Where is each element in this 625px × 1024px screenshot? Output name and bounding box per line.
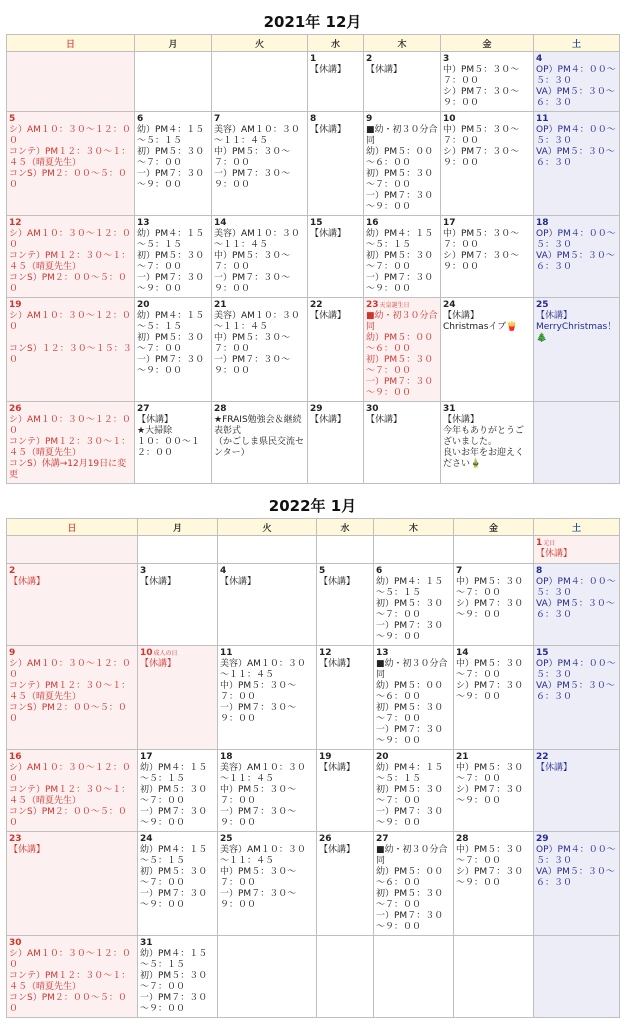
schedule-text: シ）AM１０：３０～１２：００ コンテ）PM１２：３０～１：４５（晴夏先生） コンS）休講→12月19日に変更 [9,415,131,480]
day-number [310,218,361,229]
day-cell [454,536,534,564]
day-cell [534,832,620,936]
day-cell [212,298,308,402]
holiday-label: 成人の日 [153,650,178,657]
schedule-text: 幼）PM４：１５～５：１５ 初）PM５：３０～７：００ 一）PM７：３０～９：００ [140,949,208,1014]
day-cell [7,564,138,646]
schedule-text: 【休講】 [310,229,347,239]
day-number-text: 12 [9,218,22,228]
day-number [9,648,135,659]
day-cell [454,936,534,1018]
day-cell [534,936,620,1018]
day-number [443,54,531,65]
day-cell [441,52,534,112]
day-number [366,218,438,229]
weekday-header: 金 [441,35,534,52]
day-cell [441,112,534,216]
schedule-text: 【休講】 MerryChristmas！🎄 [536,311,617,343]
day-number [443,114,531,125]
schedule-text: 【休講】 ★大掃除 １０：００～１２：００ [137,415,201,458]
day-cell [364,298,441,402]
calendar-week-row [7,564,620,646]
day-cell [534,52,620,112]
holiday-label: 元日 [543,540,556,547]
day-number-text: 17 [140,752,153,762]
schedule-text: 中）PM５：３０～７：００ シ）PM７：３０～９：００ [456,763,524,806]
schedule-text: 【休講】 [310,65,347,75]
day-cell [135,402,212,484]
weekday-header: 金 [454,519,534,536]
weekday-header: 水 [308,35,364,52]
day-number [443,404,531,415]
weekday-header: 火 [212,35,308,52]
schedule-text: OP）PM４：００～５：３０ VA）PM５：３０～６：３０ [536,229,616,272]
day-number [319,834,371,845]
day-number-text: 13 [137,218,150,228]
schedule-text: 【休講】 [220,577,257,587]
day-number-text: 5 [319,566,326,576]
calendar-grid [6,518,620,1018]
schedule-text: OP）PM４：００～５：３０ VA）PM５：３０～６：３０ [536,659,616,702]
weekday-header: 月 [138,519,218,536]
day-cell [218,936,317,1018]
day-number-text: 14 [214,218,227,228]
day-cell [364,402,441,484]
day-cell [317,750,374,832]
day-number [9,114,132,125]
weekday-header: 日 [7,35,135,52]
day-number [376,752,451,763]
day-cell [441,298,534,402]
day-number-text: 4 [220,566,227,576]
day-number-text: 16 [9,752,22,762]
day-number [536,218,617,229]
schedule-text: 中）PM５：３０～７：００ シ）PM７：３０～９：００ [456,577,524,620]
schedule-text: 美容）AM１０：３０～１１：４５ 中）PM５：３０～７：００ 一）PM７：３０～９：００ [220,845,306,910]
day-number [137,404,209,415]
schedule-text: 美容）AM１０：３０～１１：４５ 中）PM５：３０～７：００ 一）PM７：３０～９：００ [214,311,300,376]
schedule-text: ■幼・初３０分合同 幼）PM５：００～６：００ 初）PM５：３０～７：００ 一）PM７：３０～９：００ [376,659,448,746]
day-number-text: 2 [9,566,16,576]
schedule-text: 【休講】 [140,577,177,587]
schedule-text: 【休講】 [536,763,573,773]
day-number [366,300,438,311]
day-number [456,566,531,577]
calendar-december [6,10,619,484]
calendar-title: 2021年 12月 [263,13,362,31]
day-cell [218,832,317,936]
schedule-text: シ）AM１０：３０～１２：００ コンテ）PM１２：３０～１：４５（晴夏先生） コンS）PM２：００～５：００ [9,763,131,828]
day-cell [218,564,317,646]
day-cell [374,536,454,564]
schedule-text: 美容）AM１０：３０～１１：４５ 中）PM５：３０～７：００ 一）PM７：３０～９：００ [220,763,306,828]
calendar-week-row [7,402,620,484]
day-number [536,114,617,125]
day-number-text: 28 [214,404,227,414]
day-cell [308,112,364,216]
day-cell [364,112,441,216]
day-number [536,752,617,763]
day-number-text: 21 [456,752,469,762]
day-number [9,218,132,229]
schedule-text: 幼）PM４：１５～５：１５ 初）PM５：３０～７：００ 一）PM７：３０～９：００ [376,763,444,828]
day-cell [308,52,364,112]
day-number-text: 24 [443,300,456,310]
schedule-text: 中）PM５：３０～７：００ シ）PM７：３０～９：００ [456,845,524,888]
schedule-text: 【休講】 [319,845,356,855]
schedule-text: シ）AM１０：３０～１２：００ コンテ）PM１２：３０～１：４５（晴夏先生） コンS）PM２：００～５：００ [9,125,131,190]
schedule-text: 中）PM５：３０～７：００ シ）PM７：３０～９：００ [443,125,520,168]
day-cell [138,536,218,564]
schedule-text: シ）AM１０：３０～１２：００ コンテ）PM１２：３０～１：４５（晴夏先生） コンS）PM２：００～５：００ [9,949,131,1014]
day-number-text: 31 [140,938,153,948]
day-number [9,938,135,949]
day-number [310,300,361,311]
weekday-header: 木 [364,35,441,52]
calendar-january [6,494,619,1018]
day-cell [317,832,374,936]
day-number [140,752,215,763]
day-cell [138,646,218,750]
day-cell [7,832,138,936]
day-number [366,54,438,65]
day-cell [7,646,138,750]
day-number-text: 3 [443,54,450,64]
day-number [443,300,531,311]
day-number-text: 6 [376,566,383,576]
schedule-text: 【休講】 [140,659,177,669]
day-cell [135,216,212,298]
day-number-text: 20 [137,300,150,310]
schedule-text: 幼）PM４：１５～５：１５ 初）PM５：３０～７：００ 一）PM７：３０～９：００ [366,229,434,294]
day-number [456,648,531,659]
day-cell [138,750,218,832]
day-number-text: 23 [366,300,379,310]
day-number-text: 9 [366,114,373,124]
day-number [456,752,531,763]
day-cell [364,216,441,298]
schedule-text: OP）PM４：００～５：３０ VA）PM５：３０～６：３０ [536,125,616,168]
day-cell [454,564,534,646]
day-number-text: 27 [137,404,150,414]
day-cell [212,216,308,298]
day-cell [454,832,534,936]
schedule-text: 幼）PM４：１５～５：１５ 初）PM５：３０～７：００ 一）PM７：３０～９：００ [137,229,205,294]
day-cell [454,750,534,832]
weekday-header: 木 [374,519,454,536]
calendar-week-row [7,646,620,750]
day-number-text: 30 [9,938,22,948]
day-cell [374,646,454,750]
calendar-week-row [7,298,620,402]
day-number [536,538,617,549]
day-number [310,54,361,65]
schedule-text: 【休講】 [366,65,403,75]
day-number [376,834,451,845]
schedule-text: 【休講】 [310,415,347,425]
day-number-text: 25 [220,834,233,844]
day-number [214,300,305,311]
weekday-header: 土 [534,35,620,52]
day-cell [212,402,308,484]
day-cell [364,52,441,112]
weekday-header: 火 [218,519,317,536]
day-number [536,300,617,311]
calendar-grid [6,34,620,484]
day-number [9,404,132,415]
day-number-text: 23 [9,834,22,844]
calendar-week-row [7,52,620,112]
day-number [456,834,531,845]
day-cell [135,298,212,402]
day-cell [441,216,534,298]
day-number-text: 22 [310,300,323,310]
day-number-text: 27 [376,834,389,844]
day-number [536,834,617,845]
schedule-text: 幼）PM４：１５～５：１５ 初）PM５：３０～７：００ 一）PM７：３０～９：００ [140,763,208,828]
day-cell [534,112,620,216]
schedule-text: 【休講】 [536,549,573,559]
day-cell [7,216,135,298]
day-cell [7,298,135,402]
day-number [310,404,361,415]
schedule-text: 【休講】 [319,577,356,587]
calendar-week-row [7,536,620,564]
schedule-text: 【休講】 [319,659,356,669]
day-number [137,218,209,229]
day-number [9,752,135,763]
schedule-text: ★FRAIS勉強会＆継続表彰式 （かごしま県民交流センター） [214,415,305,458]
day-number-text: 13 [376,648,389,658]
day-number [9,300,132,311]
day-cell [534,216,620,298]
day-number-text: 7 [456,566,463,576]
day-number-text: 26 [319,834,332,844]
day-cell [534,536,620,564]
day-number-text: 16 [366,218,379,228]
schedule-text: ■幼・初３０分合同 幼）PM５：００～６：００ 初）PM５：３０～７：００ 一）PM７：３０～９：００ [376,845,448,932]
day-cell [7,402,135,484]
calendar-title: 2022年 1月 [268,497,357,515]
day-number-text: 22 [536,752,549,762]
calendar-week-row [7,832,620,936]
day-number-text: 20 [376,752,389,762]
day-cell [441,402,534,484]
day-cell [534,402,620,484]
day-number-text: 15 [310,218,323,228]
weekday-header: 土 [534,519,620,536]
day-number-text: 29 [536,834,549,844]
day-number [310,114,361,125]
day-number [140,566,215,577]
schedule-text: シ）AM１０：３０～１２：００ コンテ）PM１２：３０～１：４５（晴夏先生） コンS）PM２：００～５：００ [9,659,131,724]
day-number-text: 10 [140,648,153,658]
schedule-text: OP）PM４：００～５：３０ VA）PM５：３０～６：３０ [536,845,616,888]
day-number [376,566,451,577]
day-number-text: 19 [9,300,22,310]
day-cell [534,750,620,832]
calendar-week-row [7,216,620,298]
day-number-text: 1 [310,54,317,64]
day-cell [374,750,454,832]
day-cell [138,564,218,646]
day-number [366,114,438,125]
weekday-header: 日 [7,519,138,536]
schedule-text: ■幼・初３０分合同 幼）PM５：００～６：００ 初）PM５：３０～７：００ 一）PM７：３０～９：００ [366,125,438,212]
schedule-text: 【休講】 [319,763,356,773]
day-number [536,54,617,65]
day-number-text: 29 [310,404,323,414]
day-number-text: 18 [536,218,549,228]
day-cell [374,832,454,936]
schedule-text: 【休講】 [310,311,347,321]
day-number-text: 7 [214,114,221,124]
day-number-text: 30 [366,404,379,414]
day-number [140,648,215,659]
day-cell [317,564,374,646]
day-cell [135,52,212,112]
schedule-text: ■幼・初３０分合同 幼）PM５：００～６：００ 初）PM５：３０～７：００ 一）PM７：３０～９：００ [366,311,438,398]
day-number-text: 10 [443,114,456,124]
day-number-text: 3 [140,566,147,576]
day-number [319,648,371,659]
day-cell [138,936,218,1018]
day-number-text: 1 [536,538,543,548]
day-number [9,566,135,577]
day-number-text: 11 [220,648,233,658]
day-number [319,566,371,577]
schedule-text: 【休講】 Christmasイブ🍟 [443,311,518,332]
day-cell [308,402,364,484]
day-cell [212,112,308,216]
day-cell [7,52,135,112]
day-number-text: 4 [536,54,543,64]
schedule-text: 中）PM５：３０～７：００ シ）PM７：３０～９：００ [456,659,524,702]
day-number-text: 21 [214,300,227,310]
schedule-text: 【休講】 [366,415,403,425]
day-number-text: 26 [9,404,22,414]
day-number [220,752,314,763]
day-cell [7,112,135,216]
day-number [137,114,209,125]
schedule-text: 中）PM５：３０～７：００ シ）PM７：３０～９：００ [443,65,520,108]
day-number [140,834,215,845]
day-number-text: 25 [536,300,549,310]
day-number-text: 8 [310,114,317,124]
day-cell [212,52,308,112]
day-cell [317,936,374,1018]
day-number [536,648,617,659]
calendar-week-row [7,112,620,216]
schedule-text: 幼）PM４：１５～５：１５ 初）PM５：３０～７：００ 一）PM７：３０～９：００ [376,577,444,642]
day-number-text: 8 [536,566,543,576]
schedule-text: 美容）AM１０：３０～１１：４５ 中）PM５：３０～７：００ 一）PM７：３０～９：００ [214,125,300,190]
day-cell [317,646,374,750]
schedule-text: 【休講】 [9,577,46,587]
schedule-text: 幼）PM４：１５～５：１５ 初）PM５：３０～７：００ 一）PM７：３０～９：００ [137,125,205,190]
day-cell [534,298,620,402]
day-number [443,218,531,229]
day-number [214,114,305,125]
day-cell [218,750,317,832]
day-number-text: 18 [220,752,233,762]
schedule-text: シ）AM１０：３０～１２：００ コンテ）PM１２：３０～１：４５（晴夏先生） コンS）PM２：００～５：００ [9,229,131,294]
schedule-text: 中）PM５：３０～７：００ シ）PM７：３０～９：００ [443,229,520,272]
day-number [220,648,314,659]
day-number-text: 31 [443,404,456,414]
day-number [214,404,305,415]
schedule-text: 美容）AM１０：３０～１１：４５ 中）PM５：３０～７：００ 一）PM７：３０～９：００ [220,659,306,724]
day-number [366,404,438,415]
day-cell [218,536,317,564]
day-number-text: 5 [9,114,16,124]
day-cell [7,536,138,564]
day-cell [7,750,138,832]
holiday-label: 天皇誕生日 [379,302,410,309]
day-number [214,218,305,229]
day-number [9,834,135,845]
day-cell [308,216,364,298]
day-number-text: 28 [456,834,469,844]
day-number-text: 19 [319,752,332,762]
schedule-text: 【休講】 [310,125,347,135]
day-number-text: 2 [366,54,373,64]
weekday-header: 月 [135,35,212,52]
calendar-week-row [7,750,620,832]
day-cell [454,646,534,750]
day-number-text: 12 [319,648,332,658]
day-number-text: 17 [443,218,456,228]
day-number [536,566,617,577]
day-number-text: 9 [9,648,16,658]
schedule-text: 【休講】 今年もありがとうございました。 良いお年をお迎えください🎍 [443,415,525,469]
day-cell [138,832,218,936]
calendar-week-row [7,936,620,1018]
schedule-text: シ）AM１０：３０～１２：００ コンS）１２：３０～１５：３０ [9,311,132,365]
day-cell [374,936,454,1018]
schedule-text: 幼）PM４：１５～５：１５ 初）PM５：３０～７：００ 一）PM７：３０～９：００ [140,845,208,910]
day-number-text: 14 [456,648,469,658]
day-cell [317,536,374,564]
schedule-text: OP）PM４：００～５：３０ VA）PM５：３０～６：３０ [536,577,616,620]
day-cell [218,646,317,750]
day-cell [135,112,212,216]
day-number [140,938,215,949]
weekday-header: 水 [317,519,374,536]
day-number-text: 15 [536,648,549,658]
day-cell [308,298,364,402]
day-number [376,648,451,659]
day-cell [7,936,138,1018]
day-number [220,834,314,845]
day-number-text: 24 [140,834,153,844]
schedule-text: OP）PM４：００～５：３０ VA）PM５：３０～６：３０ [536,65,616,108]
day-number [319,752,371,763]
schedule-text: 【休講】 [9,845,46,855]
schedule-text: 幼）PM４：１５～５：１５ 初）PM５：３０～７：００ 一）PM７：３０～９：００ [137,311,205,376]
day-number [220,566,314,577]
day-number-text: 11 [536,114,549,124]
schedule-text: 美容）AM１０：３０～１１：４５ 中）PM５：３０～７：００ 一）PM７：３０～９：００ [214,229,300,294]
day-number [137,300,209,311]
day-cell [534,564,620,646]
day-cell [534,646,620,750]
day-number-text: 6 [137,114,144,124]
day-cell [374,564,454,646]
